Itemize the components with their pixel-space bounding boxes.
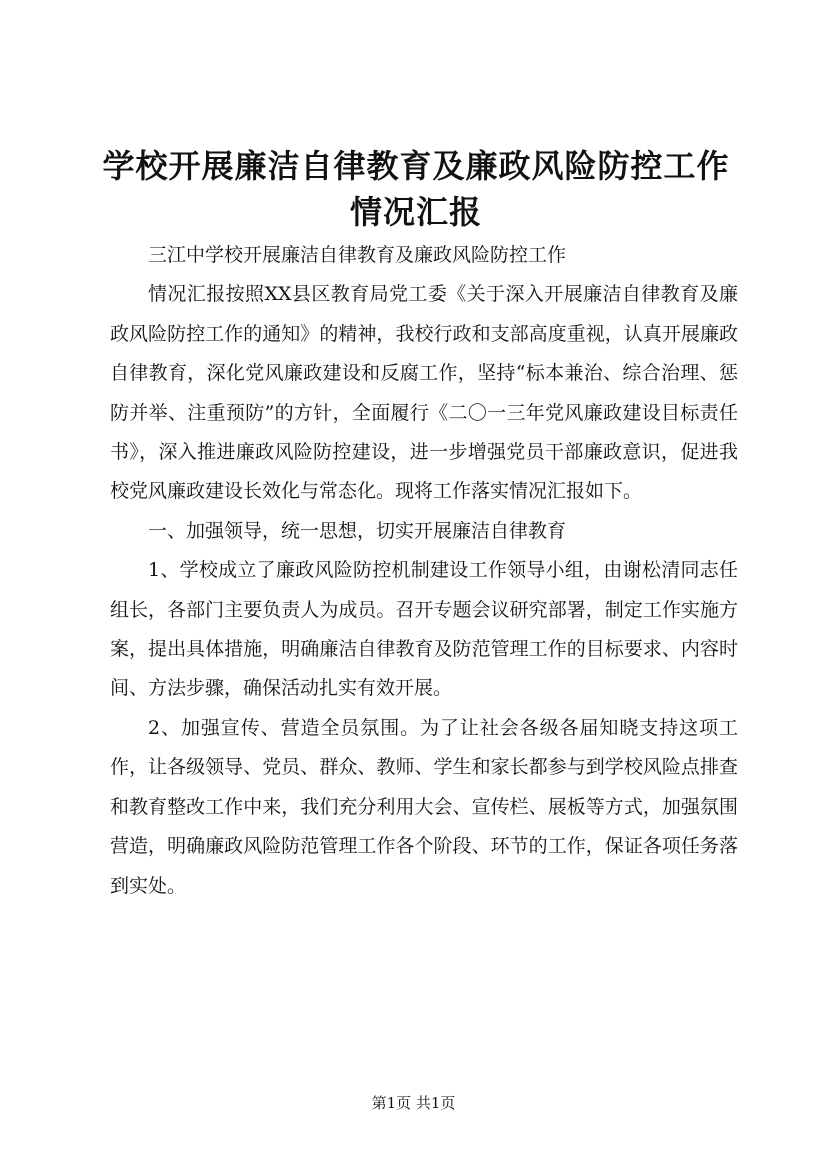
- paragraph-item-1: 1、学校成立了廉政风险防控机制建设工作领导小组，由谢松清同志任组长，各部门主要负责人为成员。召开专题会议研究部署，制定工作实施方案，提出具体措施，明确廉洁自律教育及防范管理工作的目标要求、内容时间、方法步骤，确保活动扎实有效开展。: [110, 559, 738, 700]
- document-body: [110, 236, 738, 906]
- section-heading-1: 一、加强领导，统一思想，切实开展廉洁自律教育: [148, 519, 567, 542]
- page-footer: 第1页 共1页: [371, 1094, 456, 1112]
- paragraph-item-2: 2、加强宣传、营造全员氛围。为了让社会各级各届知晓支持这项工作，让各级领导、党员、群众、教师、学生和家长都参与到学校风险点排查和教育整改工作中来，我们充分利用大会、宣传栏、展板等方式，加强氛围营造，明确廉政风险防范管理工作各个阶段、环节的工作，保证各项任务落到实处。: [110, 716, 738, 897]
- paragraph-intro: 情况汇报按照XX县区教育局党工委《关于深入开展廉洁自律教育及廉政风险防控工作的通知》的精神，我校行政和支部高度重视，认真开展廉政自律教育，深化党风廉政建设和反腐工作，坚持“标本兼治、综合治理、惩防并举、注重预防”的方针，全面履行《二〇一三年党风廉政建设目标责任书》，深入推进廉政风险防控建设，进一步增强党员干部廉政意识，促进我校党风廉政建设长效化与常态化。现将工作落实情况汇报如下。: [110, 283, 738, 503]
- document-title: 学校开展廉洁自律教育及廉政风险防控工作情况汇报: [102, 147, 730, 231]
- paragraph-school-heading: 三江中学校开展廉洁自律教育及廉政风险防控工作: [148, 244, 567, 266]
